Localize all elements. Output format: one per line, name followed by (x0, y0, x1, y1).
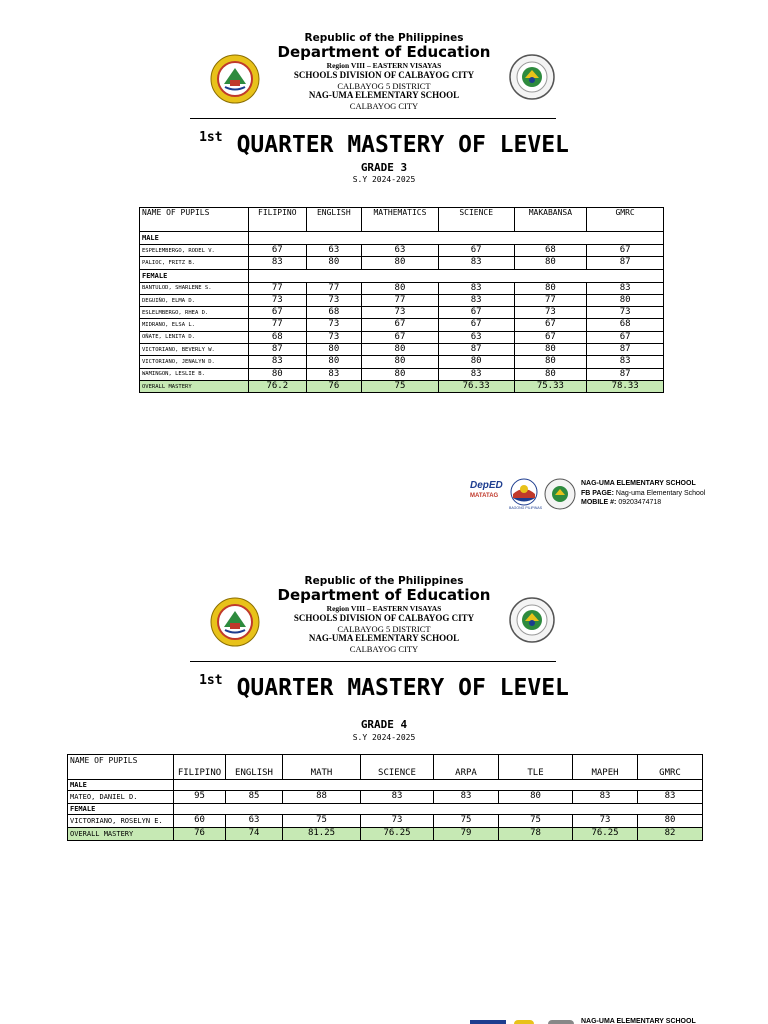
grade3-mastery-table (139, 207, 664, 393)
column-header: NAME OF PUPILS (140, 208, 249, 232)
score-cell: 68 (587, 319, 664, 331)
table-row (140, 307, 664, 319)
score-cell: 80 (362, 257, 439, 269)
footer-school-name: NAG-UMA ELEMENTARY SCHOOL (581, 480, 696, 487)
score-cell: 83 (438, 257, 514, 269)
score-cell: 80 (514, 282, 587, 294)
female-section-row (68, 804, 703, 815)
score-cell: 68 (249, 331, 307, 343)
report2-title-text: QUARTER MASTERY OF LEVEL (236, 675, 569, 701)
score-cell: 67 (249, 307, 307, 319)
score-cell: 83 (438, 282, 514, 294)
fb-page-value[interactable]: Nag-uma Elementary School (615, 489, 706, 497)
deped-matatag-logo (470, 480, 506, 510)
score-cell: 73 (249, 294, 307, 306)
score-cell: 83 (638, 791, 703, 804)
score-cell: 75 (499, 815, 573, 828)
score-cell: 79 (434, 828, 499, 841)
school-seal-icon (509, 54, 555, 100)
score-cell: 75 (362, 380, 439, 392)
score-cell: 83 (434, 791, 499, 804)
score-cell: 78 (499, 828, 573, 841)
school-line-2: NAG-UMA ELEMENTARY SCHOOL (308, 633, 460, 643)
score-cell: 83 (438, 368, 514, 380)
score-cell: 95 (174, 791, 226, 804)
table-row (140, 257, 664, 269)
score-cell: 76 (174, 828, 226, 841)
score-cell: 80 (587, 294, 664, 306)
report1-school-year: S.Y 2024-2025 (352, 175, 416, 184)
table-row (140, 356, 664, 368)
column-header: MATH (283, 755, 361, 780)
score-cell: 73 (306, 294, 362, 306)
score-cell: 80 (514, 356, 587, 368)
score-cell: 76 (306, 380, 362, 392)
table-header-row (140, 208, 664, 232)
section-label: MALE (68, 780, 174, 791)
column-header: TLE (499, 755, 573, 780)
pupil-name-cell: MATEO, DANIEL D. (68, 791, 174, 804)
pupil-name-cell: ESLELMBERGO, RHEA D. (140, 307, 249, 319)
score-cell: 76.33 (438, 380, 514, 392)
district-seal-icon (210, 597, 260, 647)
pupil-name-cell: VICTORIANO, BEVERLY W. (140, 344, 249, 356)
score-cell: 83 (249, 356, 307, 368)
report2-school-year: S.Y 2024-2025 (352, 733, 416, 742)
score-cell: 73 (306, 331, 362, 343)
table-row (140, 319, 664, 331)
school-seal-icon (509, 597, 555, 643)
table-row (140, 282, 664, 294)
score-cell: 73 (361, 815, 434, 828)
mobile-value: 09203474718 (618, 499, 662, 506)
pupil-name-cell: ESPELEMBERGO, RODEL V. (140, 245, 249, 257)
score-cell: 60 (174, 815, 226, 828)
column-header: NAME OF PUPILS (68, 755, 174, 780)
score-cell: 75 (283, 815, 361, 828)
school-contact-block (581, 479, 766, 508)
column-header: MATHEMATICS (362, 208, 439, 232)
table-row (140, 331, 664, 343)
report1-title-text: QUARTER MASTERY OF LEVEL (236, 132, 569, 158)
score-cell: 80 (638, 815, 703, 828)
score-cell: 77 (249, 319, 307, 331)
table-row (68, 815, 703, 828)
score-cell: 75 (434, 815, 499, 828)
score-cell: 83 (249, 257, 307, 269)
section-label: FEMALE (68, 804, 174, 815)
male-section-row (68, 780, 703, 791)
table-row (140, 294, 664, 306)
score-cell: 80 (438, 356, 514, 368)
score-cell: 87 (587, 344, 664, 356)
pupil-name-cell: OÑATE, LENITA D. (140, 331, 249, 343)
division-line-2: SCHOOLS DIVISION OF CALBAYOG CITY (293, 613, 475, 623)
bagong-pilipinas-logo-partial (514, 1020, 534, 1024)
score-cell: 76.25 (361, 828, 434, 841)
school-line: NAG-UMA ELEMENTARY SCHOOL (308, 90, 460, 100)
section-label: FEMALE (140, 269, 249, 282)
score-cell: 82 (638, 828, 703, 841)
division-line: SCHOOLS DIVISION OF CALBAYOG CITY (293, 70, 475, 80)
section-spacer (174, 804, 703, 815)
score-cell: 67 (587, 245, 664, 257)
school-seal-partial (548, 1020, 574, 1024)
header-divider-2 (190, 661, 556, 662)
deped-logo-text: DepED (470, 480, 503, 491)
header-divider (190, 118, 556, 119)
deped-logo-partial (470, 1020, 506, 1024)
column-header: ENGLISH (306, 208, 362, 232)
score-cell: 73 (587, 307, 664, 319)
pupil-name-cell: WAMINGON, LESLIE B. (140, 368, 249, 380)
pupil-name-cell: OVERALL MASTERY (140, 380, 249, 392)
score-cell: 67 (362, 331, 439, 343)
score-cell: 78.33 (587, 380, 664, 392)
column-header: MAKABANSA (514, 208, 587, 232)
score-cell: 80 (362, 344, 439, 356)
score-cell: 73 (573, 815, 638, 828)
score-cell: 67 (362, 319, 439, 331)
score-cell: 87 (587, 368, 664, 380)
score-cell: 83 (438, 294, 514, 306)
score-cell: 80 (306, 257, 362, 269)
score-cell: 83 (587, 356, 664, 368)
score-cell: 80 (249, 368, 307, 380)
score-cell: 67 (587, 331, 664, 343)
report1-grade: GRADE 3 (360, 161, 408, 174)
section-spacer (249, 232, 664, 245)
score-cell: 80 (514, 257, 587, 269)
score-cell: 63 (438, 331, 514, 343)
score-cell: 80 (362, 368, 439, 380)
score-cell: 68 (306, 307, 362, 319)
score-cell: 87 (438, 344, 514, 356)
region-line-2: Region VIII – EASTERN VISAYAS (326, 604, 442, 613)
department-heading-2: Department of Education (277, 586, 491, 604)
district-seal-icon (210, 54, 260, 104)
score-cell: 73 (306, 319, 362, 331)
score-cell: 83 (587, 282, 664, 294)
section-label: MALE (140, 232, 249, 245)
city-line-2: CALBAYOG CITY (349, 644, 419, 654)
score-cell: 67 (438, 245, 514, 257)
score-cell: 73 (514, 307, 587, 319)
score-cell: 80 (499, 791, 573, 804)
male-section-row (140, 232, 664, 245)
score-cell: 63 (306, 245, 362, 257)
score-cell: 80 (362, 282, 439, 294)
score-cell: 80 (306, 356, 362, 368)
column-header: SCIENCE (361, 755, 434, 780)
fb-page-label: FB PAGE: (581, 489, 614, 497)
city-line: CALBAYOG CITY (349, 101, 419, 111)
report2-title (0, 675, 768, 701)
table-row (140, 245, 664, 257)
pupil-name-cell: VICTORIANO, ROSELYN E. (68, 815, 174, 828)
grade4-mastery-table (67, 754, 703, 841)
female-section-row (140, 269, 664, 282)
column-header: ENGLISH (226, 755, 283, 780)
report1-ordinal: 1st (199, 130, 223, 145)
section-spacer (174, 780, 703, 791)
pupil-name-cell: OVERALL MASTERY (68, 828, 174, 841)
score-cell: 80 (514, 368, 587, 380)
score-cell: 74 (226, 828, 283, 841)
score-cell: 67 (438, 319, 514, 331)
score-cell: 80 (514, 344, 587, 356)
matatag-text: MATATAG (470, 493, 499, 499)
column-header: FILIPINO (249, 208, 307, 232)
score-cell: 73 (362, 307, 439, 319)
score-cell: 75.33 (514, 380, 587, 392)
footer-school-name-partial: NAG-UMA ELEMENTARY SCHOOL (581, 1018, 696, 1024)
score-cell: 87 (587, 257, 664, 269)
score-cell: 63 (362, 245, 439, 257)
score-cell: 85 (226, 791, 283, 804)
report2-grade: GRADE 4 (360, 718, 408, 731)
table-row (140, 344, 664, 356)
republic-heading-2: Republic of the Philippines (304, 575, 464, 587)
column-header: FILIPINO (174, 755, 226, 780)
score-cell: 63 (226, 815, 283, 828)
column-header: GMRC (638, 755, 703, 780)
pupil-name-cell: BANTULOD, SHARLENE S. (140, 282, 249, 294)
score-cell: 83 (573, 791, 638, 804)
column-header: ARPA (434, 755, 499, 780)
pupil-name-cell: DEGUIÑO, ELMA D. (140, 294, 249, 306)
section-spacer (249, 269, 664, 282)
mobile-label: MOBILE #: (581, 499, 617, 506)
region-line: Region VIII – EASTERN VISAYAS (326, 61, 442, 70)
overall-mastery-row (140, 380, 664, 392)
bagong-pilipinas-logo-icon (510, 478, 538, 506)
table-header-row (68, 755, 703, 780)
bagong-pilipinas-text: BAGONG PILIPINAS (509, 506, 543, 510)
district-line: CALBAYOG 5 DISTRICT (337, 81, 431, 91)
report2-ordinal: 1st (199, 673, 223, 688)
school-footer-seal-icon (544, 478, 576, 510)
score-cell: 88 (283, 791, 361, 804)
pupil-name-cell: PALIOC, FRITZ B. (140, 257, 249, 269)
table-row (68, 791, 703, 804)
column-header: GMRC (587, 208, 664, 232)
score-cell: 80 (306, 344, 362, 356)
score-cell: 67 (438, 307, 514, 319)
column-header: MAPEH (573, 755, 638, 780)
pupil-name-cell: VICTORIANO, JENALYN D. (140, 356, 249, 368)
score-cell: 87 (249, 344, 307, 356)
score-cell: 67 (514, 331, 587, 343)
pupil-name-cell: MIDRANO, ELSA L. (140, 319, 249, 331)
report1-title (0, 132, 768, 158)
score-cell: 67 (249, 245, 307, 257)
table-row (140, 368, 664, 380)
column-header: SCIENCE (438, 208, 514, 232)
score-cell: 81.25 (283, 828, 361, 841)
score-cell: 77 (249, 282, 307, 294)
department-heading: Department of Education (277, 43, 491, 61)
score-cell: 80 (362, 356, 439, 368)
score-cell: 76.2 (249, 380, 307, 392)
score-cell: 67 (514, 319, 587, 331)
overall-mastery-row (68, 828, 703, 841)
score-cell: 83 (306, 368, 362, 380)
score-cell: 83 (361, 791, 434, 804)
district-line-2: CALBAYOG 5 DISTRICT (337, 624, 431, 634)
republic-heading: Republic of the Philippines (304, 32, 464, 44)
score-cell: 77 (514, 294, 587, 306)
score-cell: 76.25 (573, 828, 638, 841)
score-cell: 77 (306, 282, 362, 294)
score-cell: 68 (514, 245, 587, 257)
score-cell: 77 (362, 294, 439, 306)
